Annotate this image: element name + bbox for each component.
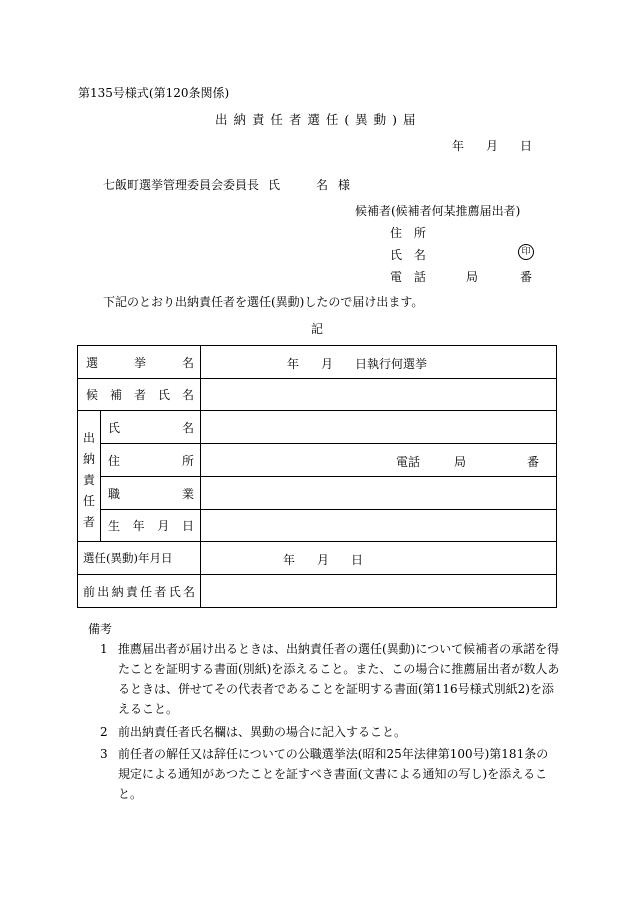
treasurer-phone-label: 電話 — [396, 455, 421, 469]
appointment-year: 年 — [283, 553, 296, 567]
treasurer-address-label: 住 所 — [108, 453, 194, 468]
form-title: 出 納 責 任 者 選 任 ( 異 動 ) 届 — [215, 112, 417, 127]
remark-item-2 — [100, 722, 560, 742]
treasurer-phone-station: 局 — [454, 455, 467, 469]
remark-item-1 — [100, 639, 560, 719]
form-number: 第135号様式(第120条関係) — [78, 86, 230, 100]
applicant-heading: 候補者(候補者何某推薦届出者) — [355, 204, 521, 218]
appointment-label: 選任(異動)年月日 — [83, 551, 173, 565]
date-month: 月 — [486, 139, 499, 153]
date-year: 年 — [452, 139, 465, 153]
applicant-phone-label: 電 話 — [390, 270, 430, 284]
remark-item-3 — [100, 744, 560, 804]
remark-text: 推薦届出者が届け出るときは、出納責任者の選任(異動)について候補者の承諾を得たことを証明する書面(別紙)を添えること。また、この場合に推薦届出者が数人あるときは、併せてその代表者であることを証明する書面(第116号様式別紙2)を添えること。 — [118, 642, 560, 716]
statement: 下記のとおり出納責任者を選任(異動)したので届け出ます。 — [103, 295, 424, 309]
treasurer-group-label: 出納責任者 — [82, 431, 95, 529]
addressee-honorific: 様 — [338, 178, 351, 192]
candidate-label: 候 補 者 氏 名 — [86, 388, 194, 402]
applicant-name-label: 氏 名 — [390, 248, 430, 262]
ki-mark: 記 — [311, 322, 324, 336]
addressee-name-suffix: 名 — [316, 178, 329, 192]
remark-text: 前出納責任者氏名欄は、異動の場合に記入すること。 — [118, 725, 407, 739]
addressee-name-label: 氏 — [268, 178, 281, 192]
remark-number: 2 — [100, 725, 108, 739]
treasurer-occupation-label: 職 業 — [108, 486, 194, 501]
applicant-phone-station: 局 — [466, 270, 479, 284]
appointment-month: 月 — [317, 553, 330, 567]
appointment-day: 日 — [351, 553, 364, 567]
remark-number: 3 — [100, 747, 108, 761]
remarks-heading: 備考 — [88, 622, 113, 636]
election-month: 月 — [321, 357, 334, 371]
election-suffix: 日執行何選挙 — [355, 357, 428, 371]
applicant-phone-number: 番 — [520, 270, 533, 284]
election-label: 選 挙 名 — [86, 355, 194, 370]
date-day: 日 — [520, 139, 533, 153]
treasurer-phone-number: 番 — [527, 455, 540, 469]
applicant-address-label: 住 所 — [390, 226, 430, 240]
seal-mark: 印 — [518, 244, 534, 260]
remark-number: 1 — [100, 642, 108, 656]
addressee-org: 七飯町選挙管理委員会委員長 — [103, 178, 260, 192]
previous-treasurer-label: 前 出 納 責 任 者 氏 名 — [83, 584, 195, 599]
treasurer-birth-label: 生 年 月 日 — [108, 519, 194, 533]
remark-text: 前任者の解任又は辞任についての公職選挙法(昭和25年法律第100号)第181条の規定による通知があつたことを証すべき書面(文書による通知の写し)を添えること。 — [118, 747, 549, 801]
election-year: 年 — [287, 357, 300, 371]
treasurer-name-label: 氏 名 — [108, 420, 194, 435]
